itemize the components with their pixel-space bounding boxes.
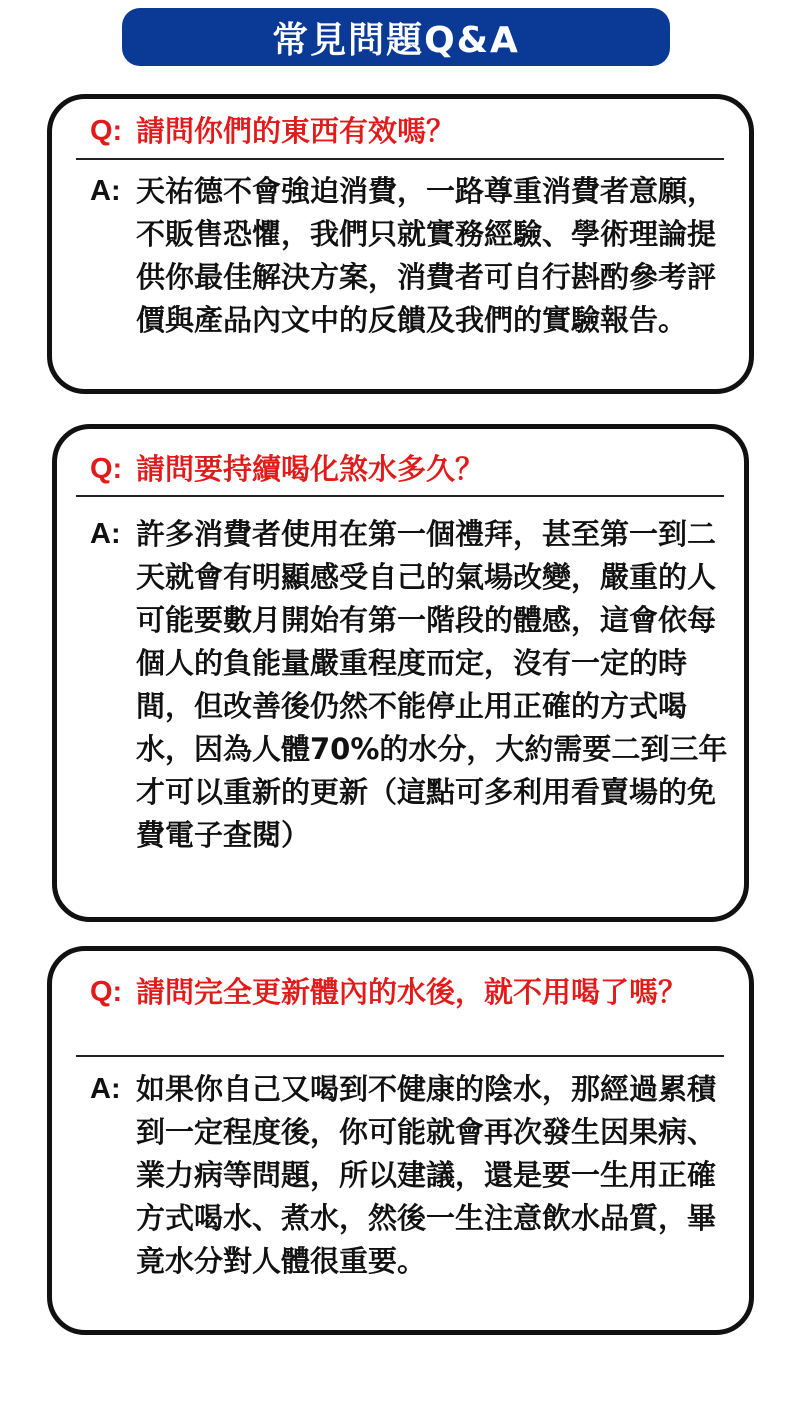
faq-question-3 xyxy=(90,970,722,1014)
faq-answer-2 xyxy=(90,513,730,857)
answer-prefix: A: xyxy=(90,518,121,550)
faq-divider-2 xyxy=(76,495,724,497)
answer-text: 許多消費者使用在第一個禮拜，甚至第一到二天就會有明顯感受自己的氣場改變，嚴重的人可能要數月開始有第一階段的體感，這會依每個人的負能量嚴重程度而定，沒有一定的時間，但改善後仍然不能停止用正確的方式喝水，因為人體70%的水分，大約需要二到三年才可以重新的更新（這點可多利用看賣場的免費電子查閱） xyxy=(136,517,728,852)
answer-text: 如果你自己又喝到不健康的陰水，那經過累積到一定程度後，你可能就會再次發生因果病、業力病等問題，所以建議，還是要一生用正確方式喝水、煮水，然後一生注意飲水品質，畢竟水分對人體很重要。 xyxy=(136,1072,717,1278)
faq-answer-3 xyxy=(90,1068,730,1283)
faq-question-2 xyxy=(90,447,722,491)
faq-answer-1 xyxy=(90,170,730,342)
question-text: 請問你們的東西有效嗎？ xyxy=(136,114,456,148)
answer-prefix: A: xyxy=(90,175,121,207)
question-prefix: Q: xyxy=(90,115,123,147)
answer-prefix: A: xyxy=(90,1073,121,1105)
faq-divider-3 xyxy=(76,1055,724,1057)
question-text: 請問要持續喝化煞水多久？ xyxy=(136,452,485,486)
answer-text: 天祐德不會強迫消費，一路尊重消費者意願，不販售恐懼，我們只就實務經驗、學術理論提供你最佳解決方案，消費者可自行斟酌參考評價與產品內文中的反饋及我們的實驗報告。 xyxy=(136,174,717,337)
faq-question-1 xyxy=(90,109,722,153)
page-title: 常見問題Q&A xyxy=(272,19,520,61)
faq-banner xyxy=(122,8,670,66)
question-text: 請問完全更新體內的水後，就不用喝了嗎？ xyxy=(136,975,688,1009)
question-prefix: Q: xyxy=(90,976,123,1008)
faq-divider-1 xyxy=(76,158,724,160)
question-prefix: Q: xyxy=(90,453,123,485)
